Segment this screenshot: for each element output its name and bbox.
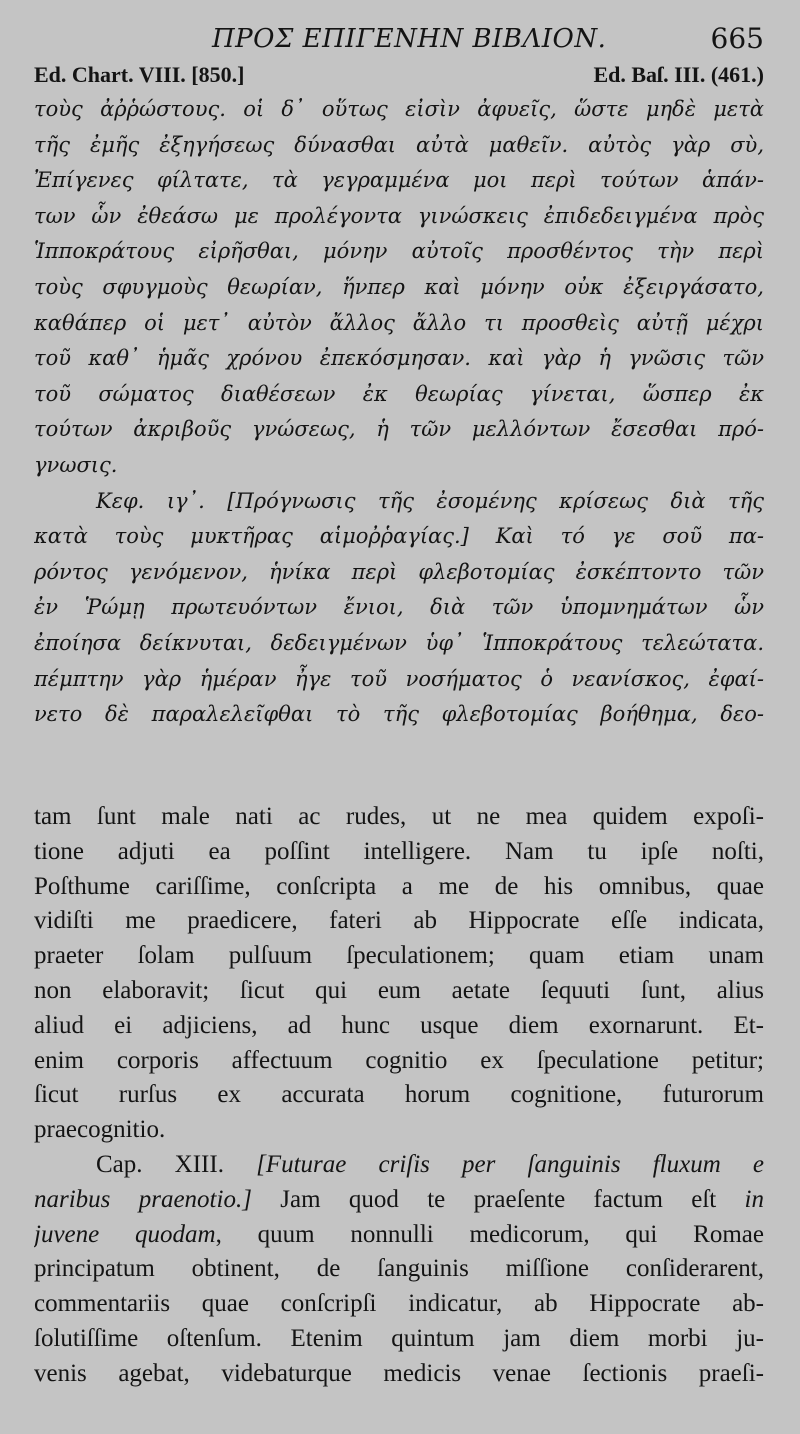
latin-line: vidiſti me praedicere, fateri ab Hippocrate eſſe indicata, xyxy=(34,907,764,935)
latin-line: venis agebat, videbaturque medicis venae ſectionis praeſi- xyxy=(34,1359,764,1387)
greek-line: Ἐπίγενες φίλτατε, τὰ γεγραμμένα μοι περὶ τούτων ἁπάν- xyxy=(34,168,764,193)
latin-line: principatum obtinent, de ſanguinis miſſione conſiderarent, xyxy=(34,1255,764,1283)
latin-chapter-heading xyxy=(34,1148,764,1183)
greek-line: πέμπτην γὰρ ἡμέραν ἦγε τοῦ νοσήματος ὁ νεανίσκος, ἐφαί- xyxy=(34,666,764,691)
edition-chartier-ref: Ed. Chart. VIII. [850.] xyxy=(34,62,245,87)
greek-line: νετο δὲ παραλελεῖφθαι τὸ τῆς φλεβοτομίας βοήθημα, δεο- xyxy=(34,702,764,727)
running-head-title: ΠΡΟΣ ΕΠΙΓΕΝΗΝ ΒΙΒΛΙΟΝ. xyxy=(212,24,607,54)
greek-line: γνωσις. xyxy=(34,452,118,477)
latin-line: praeter ſolam pulſuum ſpeculationem; quam etiam unam xyxy=(34,942,764,970)
latin-line: non elaboravit; ſicut qui eum aetate ſequuti ſunt, alius xyxy=(34,976,764,1004)
latin-line: tam ſunt male nati ac rudes, ut ne mea quidem expoſi- xyxy=(34,803,764,830)
latin-text-block xyxy=(34,800,764,1392)
latin-line xyxy=(34,1218,764,1253)
latin-text-span: , quum nonnulli medicorum, qui Romae xyxy=(215,1220,764,1248)
page-number: 665 xyxy=(710,22,764,55)
latin-line: ſicut rurſus ex accurata horum cognitione, futurorum xyxy=(34,1081,764,1109)
greek-text-block xyxy=(34,92,764,733)
greek-line: ἐν Ῥώμῃ πρωτευόντων ἔνιοι, διὰ τῶν ὑπομνημάτων ὧν xyxy=(34,595,764,620)
latin-line: enim corporis affectuum cognitio ex ſpeculatione petitur; xyxy=(34,1046,764,1074)
greek-line: τοὺς σφυγμοὺς θεωρίαν, ἥνπερ καὶ μόνην οὐκ ἐξειργάσατο, xyxy=(34,274,764,299)
latin-text-span: Jam quod te praeſente factum eſt xyxy=(251,1185,717,1213)
emphasis-span: in xyxy=(716,1185,764,1213)
edition-reference-line xyxy=(34,62,764,96)
emphasis-span: juvene quodam xyxy=(34,1220,216,1248)
latin-line: aliud ei adjiciens, ad hunc usque diem exornarunt. Et- xyxy=(34,1011,764,1039)
latin-line: Poſthume cariſſime, conſcripta a me de his omnibus, quae xyxy=(34,872,764,900)
greek-line: καθάπερ οἱ μετ᾽ αὐτὸν ἄλλος ἄλλο τι προσθεὶς αὐτῇ μέχρι xyxy=(34,310,764,335)
greek-line: κατὰ τοὺς μυκτῆρας αἱμοῤῥαγίας.] Καὶ τό γε σοῦ πα- xyxy=(34,524,764,549)
chapter-label: Cap. XIII. xyxy=(96,1150,224,1178)
chapter-title: [Futurae criſis per ſanguinis fluxum e xyxy=(256,1150,764,1178)
chapter-title-continued: naribus praenotio.] xyxy=(34,1185,252,1213)
latin-line: tione adjuti ea poſſint intelligere. Nam tu ipſe noſti, xyxy=(34,837,764,865)
greek-chapter-heading: Κεφ. ιγ᾽. [Πρόγνωσις τῆς ἐσομένης κρίσεως διὰ τῆς xyxy=(96,488,764,513)
edition-basel-ref: Ed. Baſ. III. (461.) xyxy=(593,62,764,87)
greek-line: ρόντος γενόμενον, ἡνίκα περὶ φλεβοτομίας ἐσκέπτοντο τῶν xyxy=(34,559,764,584)
greek-line: ἐποίησα δείκνυται, δεδειγμένων ὑφ᾽ Ἱπποκράτους τελεώτατα. xyxy=(34,630,764,655)
greek-line: Ἱπποκράτους εἰρῆσθαι, μόνην αὐτοῖς προσθέντος τὴν περὶ xyxy=(34,239,764,264)
greek-line: των ὧν ἐθεάσω με προλέγοντα γινώσκεις ἐπιδεδειγμένα πρὸς xyxy=(34,203,764,228)
greek-line: τοὺς ἀῤῥώστους. οἱ δ᾽ οὕτως εἰσὶν ἀφυεῖς, ὥστε μηδὲ μετὰ xyxy=(34,97,764,121)
greek-line: τοῦ καθ᾽ ἡμᾶς χρόνου ἐπεκόσμησαν. καὶ γὰρ ἡ γνῶσις τῶν xyxy=(34,346,764,371)
running-head xyxy=(0,20,800,60)
latin-line: commentariis quae conſcripſi indicatur, ab Hippocrate ab- xyxy=(34,1290,764,1318)
latin-line: ſolutiſſime oſtenſum. Etenim quintum jam diem morbi ju- xyxy=(34,1324,764,1352)
latin-line xyxy=(34,1183,764,1218)
greek-line: τῆς ἐμῆς ἐξηγήσεως δύνασθαι αὐτὰ μαθεῖν. αὐτὸς γὰρ σὺ, xyxy=(34,132,764,157)
greek-line: τοῦ σώματος διαθέσεων ἐκ θεωρίας γίνεται, ὥσπερ ἐκ xyxy=(34,381,764,406)
latin-line: praecognitio. xyxy=(34,1116,166,1144)
greek-line: τούτων ἀκριβοῦς γνώσεως, ἡ τῶν μελλόντων ἔσεσθαι πρό- xyxy=(34,417,764,442)
